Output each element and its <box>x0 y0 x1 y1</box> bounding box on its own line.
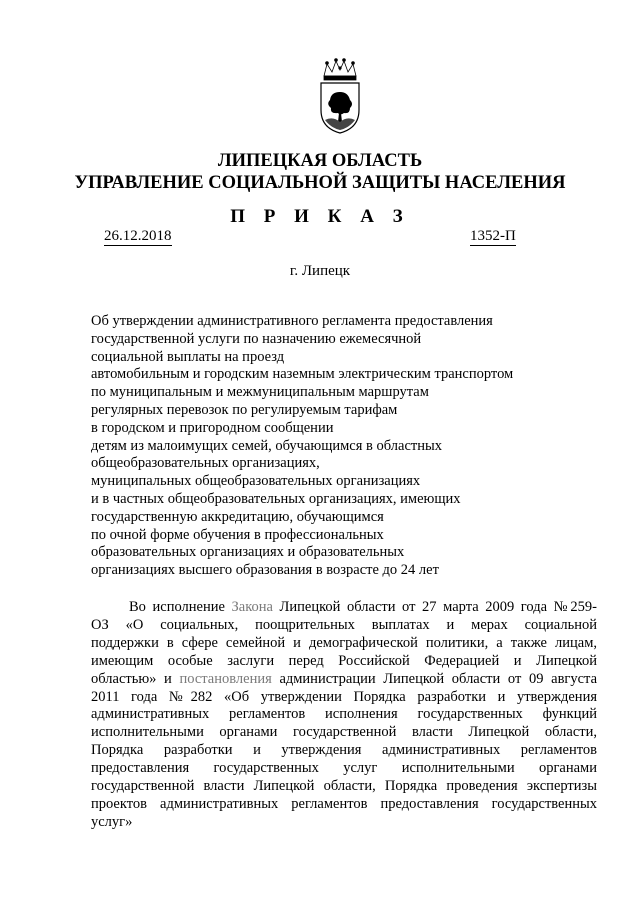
subject-line: организациях высшего образования в возрасте до 24 лет <box>91 562 439 579</box>
body-line: Во исполнение Закона Липецкой области от 27 марта 2009 года №259- <box>129 599 597 615</box>
body-line: имеющим особые заслуги перед Российской Федерацией и Липецкой <box>91 652 597 669</box>
order-number: 1352-П <box>470 228 516 244</box>
body-line: предоставления государственных услуг исполнительными органами <box>91 760 597 777</box>
body-line: исполнительными органами государственной власти Липецкой области, <box>91 724 597 741</box>
subject-line: в городском и пригородном сообщении <box>91 419 334 436</box>
subject-line: социальной выплаты на проезд <box>91 348 285 365</box>
subject-line: регулярных перевозок по регулируемым тарифам <box>91 401 398 418</box>
body-line: областью» и постановления администрации Липецкой области от 09 августа <box>91 670 597 687</box>
department-title: УПРАВЛЕНИЕ СОЦИАЛЬНОЙ ЗАЩИТЫ НАСЕЛЕНИЯ <box>74 173 566 193</box>
subject-line: муниципальных общеобразовательных организациях <box>91 473 421 490</box>
coat-of-arms-icon <box>319 58 361 134</box>
order-subject <box>91 313 513 580</box>
subject-line: автомобильным и городским наземным электрическим транспортом <box>91 366 514 383</box>
subject-line: общеобразовательных организациях, <box>91 455 320 472</box>
subject-line: Об утверждении административного регламента предоставления <box>91 313 493 329</box>
body-line: государственной власти Липецкой области, Порядка проведения экспертизы <box>91 778 597 795</box>
subject-line: детям из малоимущих семей, обучающимся в областных <box>91 437 442 454</box>
subject-line: государственную аккредитацию, обучающимся <box>91 508 384 525</box>
body-line: Порядка разработки и утверждения административных регламентов <box>91 742 597 759</box>
order-city: г. Липецк <box>289 263 351 279</box>
body-line: поддержки в сфере семейной и демографической политики, а также лицам, <box>91 634 597 651</box>
order-body-paragraph <box>91 599 597 832</box>
body-line: проектов административных регламентов предоставления государственных <box>91 795 597 812</box>
subject-line: государственной услуги по назначению ежемесячной <box>91 330 422 347</box>
resolution-link[interactable]: постановления <box>179 670 272 687</box>
subject-line: по муниципальным и межмуниципальным маршрутам <box>91 384 429 401</box>
body-line: услуг» <box>91 813 133 830</box>
body-line: административных регламентов исполнения государственных функций <box>91 706 597 723</box>
order-date: 26.12.2018 <box>104 228 172 244</box>
subject-line: и в частных общеобразовательных организациях, имеющих <box>91 490 461 507</box>
region-title: ЛИПЕЦКАЯ ОБЛАСТЬ <box>217 151 423 171</box>
subject-line: по очной форме обучения в профессиональных <box>91 526 384 543</box>
subject-line: образовательных организациях и образовательных <box>91 544 405 561</box>
law-link[interactable]: Закона <box>231 599 273 615</box>
body-line: 2011 года №282 «Об утверждении Порядка разработки и утверждения <box>91 688 597 705</box>
body-line: ОЗ «О социальных, поощрительных выплатах и мерах социальной <box>91 616 597 633</box>
order-title: П Р И К А З <box>230 206 410 227</box>
